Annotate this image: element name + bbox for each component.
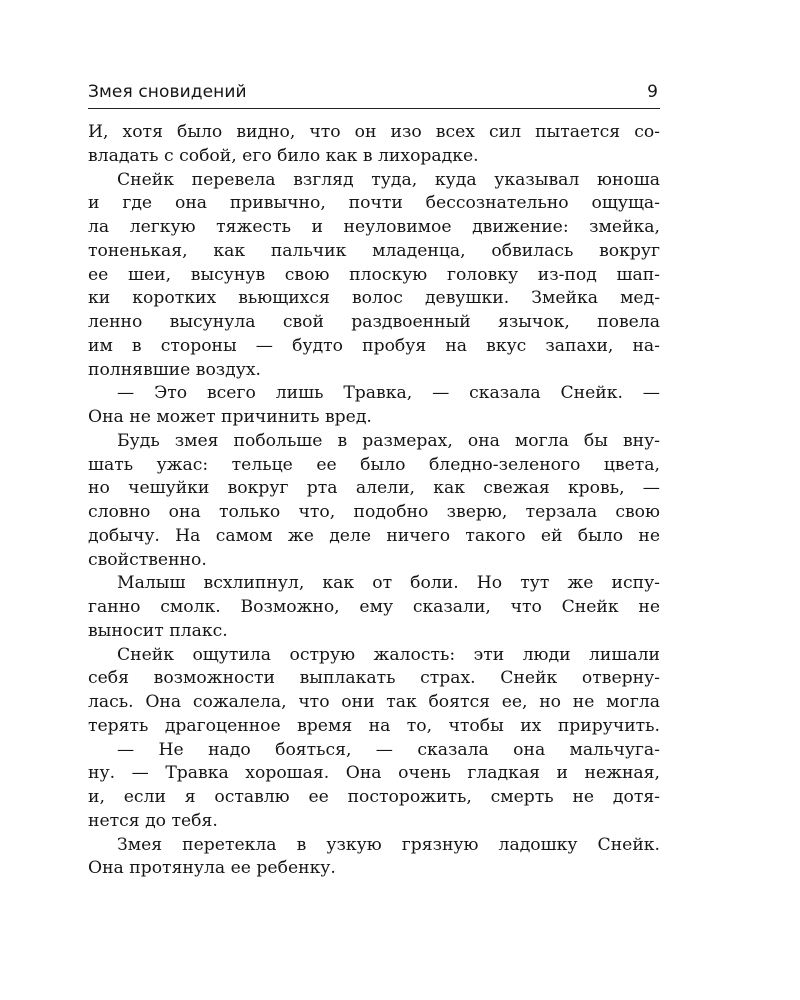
text-line: Малыш всхлипнул, как от боли. Но тут же испу- xyxy=(117,573,660,594)
text-line: Снейк ощутила острую жалость: эти люди лишали xyxy=(117,644,660,665)
text-line: И, хотя было видно, что он изо всех сил пытается со- xyxy=(88,122,660,142)
text-line: ганно смолк. Возможно, ему сказали, что Снейк не xyxy=(88,597,660,617)
text-line: ленно высунула свой раздвоенный язычок, повела xyxy=(88,312,660,332)
text-line: нется до тебя. xyxy=(88,810,218,831)
text-line: им в стороны — будто пробуя на вкус запахи, на- xyxy=(88,335,660,356)
text-line: выносит плакс. xyxy=(88,620,228,641)
text-line: шать ужас: тельце ее было бледно-зеленого цвета, xyxy=(88,454,660,475)
text-line: — Не надо бояться, — сказала она мальчуга- xyxy=(117,739,660,760)
text-line: себя возможности выплакать страх. Снейк отверну- xyxy=(88,668,660,689)
text-line: но чешуйки вокруг рта алели, как свежая кровь, — xyxy=(88,478,660,499)
text-line: ну. — Травка хорошая. Она очень гладкая и нежная, xyxy=(88,763,660,784)
text-line: ки коротких вьющихся волос девушки. Змейка мед- xyxy=(88,288,660,309)
text-line: Будь змея побольше в размерах, она могла бы вну- xyxy=(117,430,660,451)
text-line: лась. Она сожалела, что они так боятся ее, но не могла xyxy=(88,692,660,712)
text-line: ла легкую тяжесть и неуловимое движение: змейка, xyxy=(88,217,660,237)
text-line: и где она привычно, почти бессознательно ощуща- xyxy=(88,193,660,214)
text-line: владать с собой, его било как в лихорадке. xyxy=(88,145,479,166)
text-line: добычу. На самом же деле ничего такого ей было не xyxy=(88,525,660,546)
running-head xyxy=(88,80,660,108)
text-line: Снейк перевела взгляд туда, куда указывал юноша xyxy=(117,169,660,190)
text-line: ее шеи, высунув свою плоскую головку из-под шап- xyxy=(88,264,660,285)
text-line: и, если я оставлю ее посторожить, смерть не дотя- xyxy=(88,787,660,807)
running-title: Змея сновидений xyxy=(88,82,247,102)
text-line: Она не может причинить вред. xyxy=(88,407,372,427)
text-line: словно она только что, подобно зверю, терзала свою xyxy=(88,502,660,522)
text-line: Она протянула ее ребенку. xyxy=(88,858,336,879)
text-line: Змея перетекла в узкую грязную ладошку Снейк. xyxy=(117,834,660,855)
header-rule xyxy=(88,108,660,109)
page-number: 9 xyxy=(647,82,658,102)
body-text xyxy=(88,121,660,881)
text-line: полнявшие воздух. xyxy=(88,359,262,380)
text-line: свойственно. xyxy=(88,549,207,570)
text-line: тоненькая, как пальчик младенца, обвилась вокруг xyxy=(88,240,660,261)
text-line: терять драгоценное время на то, чтобы их приручить. xyxy=(88,715,660,736)
text-line: — Это всего лишь Травка, — сказала Снейк. — xyxy=(117,383,660,404)
